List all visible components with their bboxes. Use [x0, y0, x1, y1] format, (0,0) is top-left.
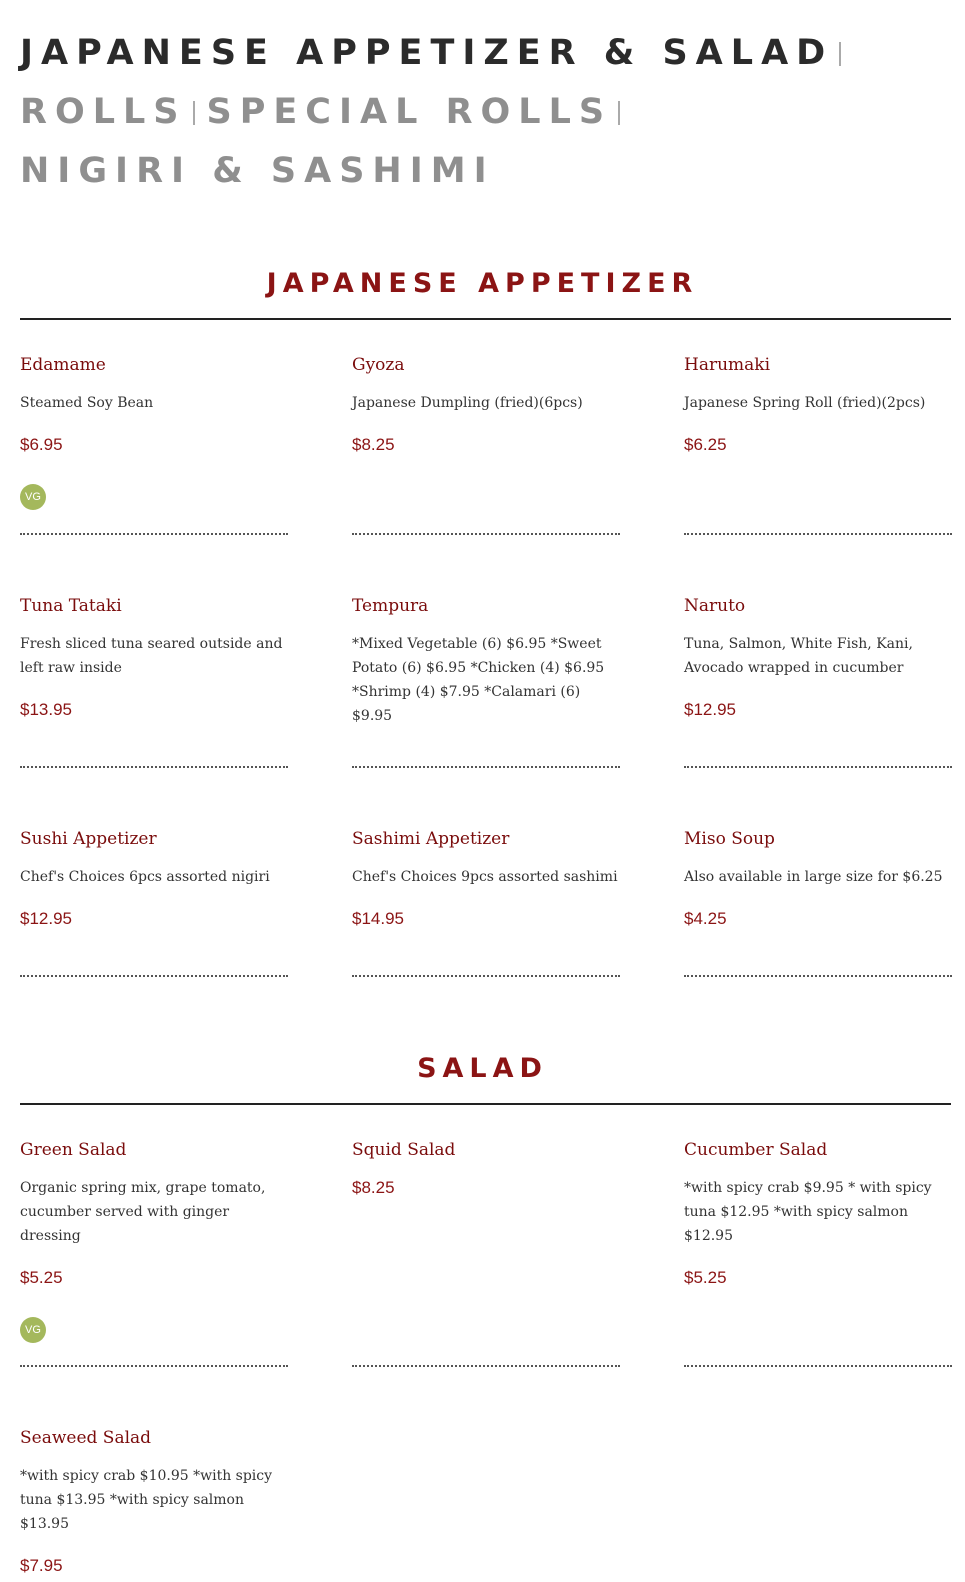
item-price: $8.25	[352, 435, 395, 454]
menu-item	[20, 354, 290, 456]
nav-link-rolls[interactable]: ROLLS	[20, 92, 187, 132]
section-title-appetizer: JAPANESE APPETIZER	[266, 268, 699, 299]
nav-separator	[839, 42, 841, 66]
item-name: Gyoza	[352, 355, 405, 375]
item-price: $4.25	[684, 909, 727, 928]
item-name: Tuna Tataki	[20, 596, 122, 616]
dotted-separator	[684, 975, 952, 977]
dotted-separator	[352, 766, 620, 768]
item-description: Tuna, Salmon, White Fish, Kani, Avocado wrapped in cucumber	[684, 636, 913, 676]
item-description: Steamed Soy Bean	[20, 395, 154, 411]
item-price: $12.95	[684, 700, 736, 719]
vegan-badge: VG	[20, 484, 46, 510]
section-divider	[20, 1103, 951, 1105]
dotted-separator	[20, 975, 288, 977]
item-price: $14.95	[352, 909, 404, 928]
item-price: $7.95	[20, 1556, 63, 1575]
item-price: $13.95	[20, 700, 72, 719]
item-description: Fresh sliced tuna seared outside and left raw inside	[20, 636, 283, 676]
dotted-separator	[20, 766, 288, 768]
section-title-salad: SALAD	[417, 1053, 548, 1084]
item-price: $5.25	[684, 1268, 727, 1287]
menu-item	[684, 595, 954, 721]
item-name: Miso Soup	[684, 829, 775, 849]
dotted-separator	[684, 533, 952, 535]
menu-item	[352, 828, 622, 930]
menu-item	[20, 1139, 290, 1289]
menu-item	[352, 595, 622, 728]
section-divider	[20, 318, 951, 320]
item-name: Harumaki	[684, 355, 771, 375]
item-price: $12.95	[20, 909, 72, 928]
menu-item	[352, 1139, 622, 1199]
item-name: Squid Salad	[352, 1140, 456, 1160]
item-name: Cucumber Salad	[684, 1140, 828, 1160]
nav-link-special-rolls[interactable]: SPECIAL ROLLS	[206, 92, 613, 132]
item-name: Tempura	[352, 596, 429, 616]
item-description: *Mixed Vegetable (6) $6.95 *Sweet Potato (6) $6.95 *Chicken (4) $6.95 *Shrimp (4) $7.95 *Calamari (6) $9.95	[352, 636, 605, 724]
item-name: Naruto	[684, 596, 746, 616]
item-description: Organic spring mix, grape tomato, cucumber served with ginger dressing	[20, 1180, 266, 1244]
dotted-separator	[20, 1365, 288, 1367]
item-description: Chef's Choices 6pcs assorted nigiri	[20, 869, 270, 885]
item-name: Sashimi Appetizer	[352, 829, 510, 849]
item-price: $8.25	[352, 1178, 395, 1197]
menu-item	[684, 828, 954, 930]
menu-item	[684, 354, 954, 456]
item-price: $5.25	[20, 1268, 63, 1287]
item-name: Green Salad	[20, 1140, 127, 1160]
menu-item	[684, 1139, 954, 1289]
category-nav	[20, 24, 950, 201]
item-description: *with spicy crab $9.95 * with spicy tuna $12.95 *with spicy salmon $12.95	[684, 1180, 932, 1244]
item-price: $6.25	[684, 435, 727, 454]
nav-link-appetizer-salad[interactable]: JAPANESE APPETIZER & SALAD	[20, 33, 834, 73]
item-name: Sushi Appetizer	[20, 829, 157, 849]
dotted-separator	[352, 1365, 620, 1367]
item-price: $6.95	[20, 435, 63, 454]
item-name: Edamame	[20, 355, 106, 375]
item-description: Japanese Dumpling (fried)(6pcs)	[352, 395, 583, 411]
nav-separator	[193, 101, 195, 125]
menu-item	[20, 1427, 290, 1577]
dotted-separator	[352, 975, 620, 977]
item-description: Chef's Choices 9pcs assorted sashimi	[352, 869, 618, 885]
dotted-separator	[684, 766, 952, 768]
dotted-separator	[684, 1365, 952, 1367]
nav-separator	[618, 101, 620, 125]
menu-item	[20, 595, 290, 721]
menu-item	[20, 828, 290, 930]
item-description: Also available in large size for $6.25	[684, 869, 943, 885]
item-description: *with spicy crab $10.95 *with spicy tuna $13.95 *with spicy salmon $13.95	[20, 1468, 273, 1532]
dotted-separator	[20, 533, 288, 535]
menu-item	[352, 354, 622, 456]
nav-link-nigiri-sashimi[interactable]: NIGIRI & SASHIMI	[20, 151, 495, 191]
dotted-separator	[352, 533, 620, 535]
item-description: Japanese Spring Roll (fried)(2pcs)	[684, 395, 926, 411]
vegan-badge: VG	[20, 1317, 46, 1343]
item-name: Seaweed Salad	[20, 1428, 152, 1448]
